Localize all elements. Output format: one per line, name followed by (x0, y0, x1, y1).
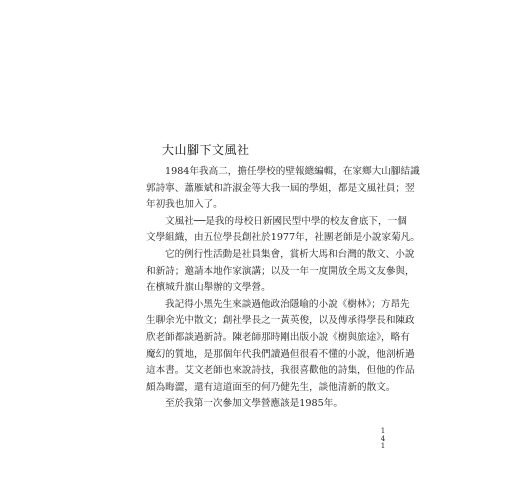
text-line: 欣老師都談過新詩。陳老師那時剛出版小說《樹與旅途》，略有 (146, 331, 410, 343)
text-line: 這本書。艾文老師也來說詩技，我很喜歡他的詩集，但他的作品 (146, 365, 415, 377)
text-line: 生聊余光中散文；創社學長之一黃英俊，以及傅承得學長和陳政 (146, 315, 415, 327)
text-line: 郭詩寧、蕭雁斌和許淑金等大我一屆的學姐，都是文風社員；翌 (146, 182, 415, 194)
page-number (379, 428, 387, 451)
text-line: 年初我也加入了。 (146, 199, 223, 211)
paragraph-5 (146, 396, 394, 413)
text-line: 我記得小黑先生來談過他政治隱喻的小說《樹林》；方昂先 (165, 298, 410, 310)
text-line: 魔幻的質地，是那個年代我們讀過但很看不懂的小說，他剖析過 (146, 348, 415, 360)
paragraph-1 (146, 164, 420, 214)
page-number-digit: 1 (380, 442, 386, 450)
section-title: 大山腳下文風社 (162, 143, 250, 157)
text-line: 至於我第一次參加文學營應該是1985年。 (165, 398, 343, 410)
page-number-digit: 4 (380, 434, 386, 443)
text-line: 頗為晦澀，還有這道面至的何乃健先生，談他清新的散文。 (146, 381, 396, 393)
text-line: 它的例行性活動是社員集會，賞析大馬和台灣的散文、小說 (165, 248, 415, 260)
page-number-digit: 1 (380, 427, 386, 435)
text-line: 文學組織，由五位學長創社於1977年，社團老師是小說家菊凡。 (146, 232, 420, 244)
body-text (146, 164, 420, 413)
text-line: 在檳城升旗山舉辦的文學營。 (146, 282, 271, 294)
paragraph-4 (146, 297, 415, 397)
paragraph-3 (146, 247, 415, 297)
text-line: 1984年我高二，擔任學校的壁報總編輯，在家鄉大山腳結識 (165, 166, 420, 177)
paragraph-2 (146, 214, 420, 247)
text-line: 文風社──是我的母校日新國民型中學的校友會底下，一個 (165, 215, 407, 227)
text-line: 和新詩；邀請本地作家演講；以及一年一度開放全馬文友參與， (146, 265, 415, 277)
